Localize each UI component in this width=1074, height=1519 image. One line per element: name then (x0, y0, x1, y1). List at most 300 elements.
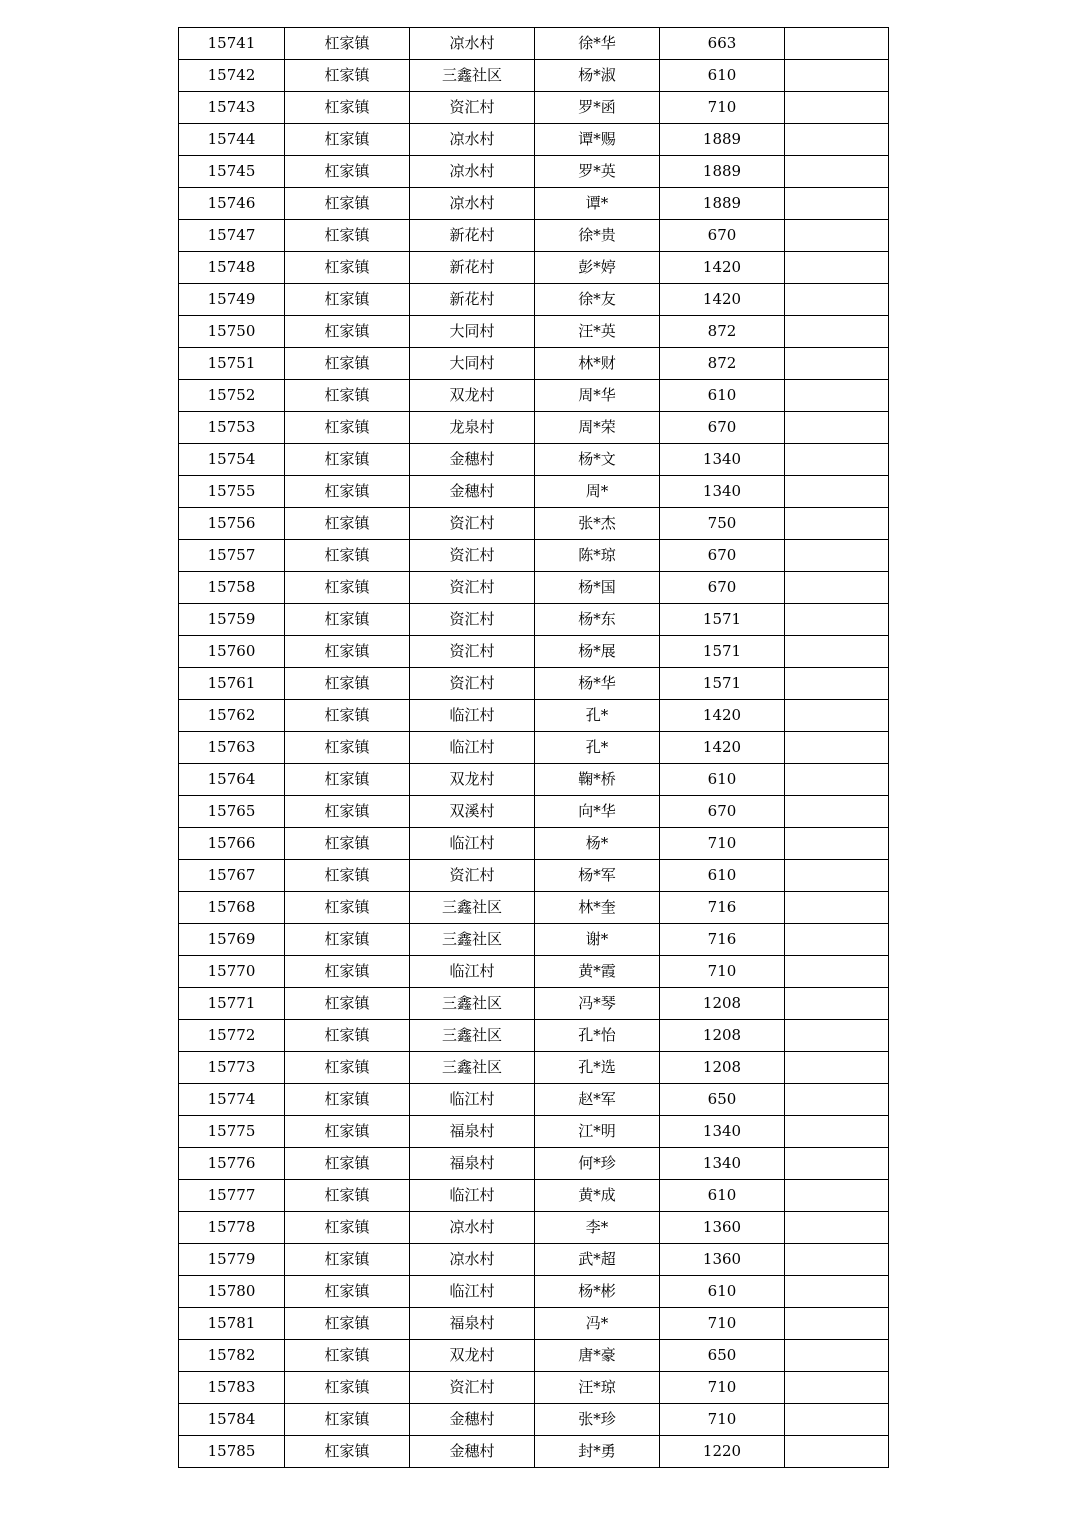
cell-town: 杠家镇 (285, 796, 410, 828)
cell-village: 资汇村 (410, 540, 535, 572)
cell-village: 金穗村 (410, 1404, 535, 1436)
cell-village: 资汇村 (410, 668, 535, 700)
cell-serial-number: 15781 (179, 1308, 285, 1340)
table-row (179, 28, 889, 60)
cell-person-name: 冯*琴 (535, 988, 660, 1020)
cell-person-name: 唐*豪 (535, 1340, 660, 1372)
cell-village: 临江村 (410, 732, 535, 764)
cell-town: 杠家镇 (285, 1148, 410, 1180)
cell-village: 金穗村 (410, 444, 535, 476)
table-body (179, 28, 889, 1468)
cell-person-name: 徐*贵 (535, 220, 660, 252)
cell-note (785, 1084, 889, 1116)
cell-village: 资汇村 (410, 92, 535, 124)
cell-amount: 610 (660, 1180, 785, 1212)
cell-town: 杠家镇 (285, 1084, 410, 1116)
table-row (179, 540, 889, 572)
cell-person-name: 孔* (535, 700, 660, 732)
cell-note (785, 924, 889, 956)
cell-person-name: 杨*华 (535, 668, 660, 700)
cell-village: 福泉村 (410, 1308, 535, 1340)
table-row (179, 828, 889, 860)
cell-village: 大同村 (410, 316, 535, 348)
cell-person-name: 彭*婷 (535, 252, 660, 284)
cell-person-name: 汪*英 (535, 316, 660, 348)
table-row (179, 1084, 889, 1116)
cell-amount: 750 (660, 508, 785, 540)
cell-village: 三鑫社区 (410, 1052, 535, 1084)
table-row (179, 156, 889, 188)
cell-serial-number: 15757 (179, 540, 285, 572)
cell-person-name: 陈*琼 (535, 540, 660, 572)
cell-amount: 710 (660, 1372, 785, 1404)
cell-amount: 1208 (660, 1020, 785, 1052)
cell-town: 杠家镇 (285, 1308, 410, 1340)
cell-village: 凉水村 (410, 28, 535, 60)
cell-person-name: 周*华 (535, 380, 660, 412)
cell-town: 杠家镇 (285, 604, 410, 636)
cell-note (785, 476, 889, 508)
cell-note (785, 508, 889, 540)
cell-town: 杠家镇 (285, 348, 410, 380)
cell-serial-number: 15785 (179, 1436, 285, 1468)
cell-person-name: 杨* (535, 828, 660, 860)
cell-note (785, 1404, 889, 1436)
table-row (179, 348, 889, 380)
table-row (179, 1180, 889, 1212)
cell-town: 杠家镇 (285, 316, 410, 348)
cell-person-name: 周* (535, 476, 660, 508)
cell-person-name: 赵*军 (535, 1084, 660, 1116)
cell-serial-number: 15743 (179, 92, 285, 124)
cell-amount: 610 (660, 764, 785, 796)
cell-amount: 1420 (660, 700, 785, 732)
cell-note (785, 604, 889, 636)
table-row (179, 380, 889, 412)
cell-note (785, 860, 889, 892)
cell-village: 金穗村 (410, 476, 535, 508)
cell-village: 新花村 (410, 284, 535, 316)
cell-person-name: 杨*彬 (535, 1276, 660, 1308)
cell-town: 杠家镇 (285, 572, 410, 604)
cell-amount: 1571 (660, 668, 785, 700)
cell-village: 福泉村 (410, 1148, 535, 1180)
cell-note (785, 956, 889, 988)
cell-person-name: 封*勇 (535, 1436, 660, 1468)
table-row (179, 892, 889, 924)
cell-note (785, 316, 889, 348)
cell-note (785, 348, 889, 380)
cell-serial-number: 15765 (179, 796, 285, 828)
cell-amount: 1340 (660, 444, 785, 476)
cell-amount: 710 (660, 1404, 785, 1436)
cell-serial-number: 15756 (179, 508, 285, 540)
cell-note (785, 1276, 889, 1308)
cell-town: 杠家镇 (285, 188, 410, 220)
cell-serial-number: 15774 (179, 1084, 285, 1116)
cell-town: 杠家镇 (285, 860, 410, 892)
table-row (179, 1372, 889, 1404)
data-table (178, 27, 889, 1468)
cell-serial-number: 15768 (179, 892, 285, 924)
cell-amount: 1571 (660, 604, 785, 636)
cell-serial-number: 15777 (179, 1180, 285, 1212)
cell-village: 双龙村 (410, 380, 535, 412)
cell-amount: 670 (660, 540, 785, 572)
cell-serial-number: 15782 (179, 1340, 285, 1372)
cell-serial-number: 15758 (179, 572, 285, 604)
cell-town: 杠家镇 (285, 1212, 410, 1244)
cell-town: 杠家镇 (285, 92, 410, 124)
cell-note (785, 1148, 889, 1180)
cell-amount: 663 (660, 28, 785, 60)
cell-serial-number: 15766 (179, 828, 285, 860)
cell-note (785, 380, 889, 412)
cell-town: 杠家镇 (285, 1020, 410, 1052)
cell-person-name: 谢* (535, 924, 660, 956)
cell-serial-number: 15764 (179, 764, 285, 796)
cell-village: 三鑫社区 (410, 924, 535, 956)
cell-amount: 670 (660, 220, 785, 252)
cell-serial-number: 15745 (179, 156, 285, 188)
cell-person-name: 黄*成 (535, 1180, 660, 1212)
cell-note (785, 284, 889, 316)
table-row (179, 1020, 889, 1052)
cell-note (785, 1372, 889, 1404)
table-row (179, 284, 889, 316)
table-row (179, 956, 889, 988)
cell-amount: 1208 (660, 988, 785, 1020)
table-row (179, 1404, 889, 1436)
cell-amount: 650 (660, 1084, 785, 1116)
table-row (179, 316, 889, 348)
cell-town: 杠家镇 (285, 380, 410, 412)
cell-note (785, 636, 889, 668)
cell-village: 大同村 (410, 348, 535, 380)
cell-village: 凉水村 (410, 1244, 535, 1276)
cell-serial-number: 15773 (179, 1052, 285, 1084)
cell-note (785, 828, 889, 860)
cell-amount: 1889 (660, 188, 785, 220)
cell-village: 资汇村 (410, 508, 535, 540)
cell-note (785, 412, 889, 444)
cell-person-name: 谭*赐 (535, 124, 660, 156)
cell-person-name: 林*财 (535, 348, 660, 380)
cell-village: 凉水村 (410, 124, 535, 156)
cell-person-name: 冯* (535, 1308, 660, 1340)
cell-serial-number: 15752 (179, 380, 285, 412)
cell-village: 龙泉村 (410, 412, 535, 444)
table-row (179, 668, 889, 700)
cell-person-name: 张*杰 (535, 508, 660, 540)
cell-amount: 1420 (660, 252, 785, 284)
cell-village: 凉水村 (410, 1212, 535, 1244)
table-row (179, 1148, 889, 1180)
table-row (179, 1116, 889, 1148)
cell-serial-number: 15784 (179, 1404, 285, 1436)
cell-person-name: 杨*国 (535, 572, 660, 604)
cell-village: 临江村 (410, 956, 535, 988)
cell-serial-number: 15748 (179, 252, 285, 284)
cell-serial-number: 15746 (179, 188, 285, 220)
cell-note (785, 572, 889, 604)
cell-village: 新花村 (410, 252, 535, 284)
cell-serial-number: 15776 (179, 1148, 285, 1180)
cell-note (785, 732, 889, 764)
cell-person-name: 徐*华 (535, 28, 660, 60)
cell-village: 资汇村 (410, 636, 535, 668)
cell-amount: 872 (660, 348, 785, 380)
cell-serial-number: 15750 (179, 316, 285, 348)
cell-amount: 1420 (660, 284, 785, 316)
cell-person-name: 江*明 (535, 1116, 660, 1148)
table-row (179, 636, 889, 668)
table-row (179, 860, 889, 892)
cell-person-name: 杨*军 (535, 860, 660, 892)
table-row (179, 1276, 889, 1308)
cell-person-name: 杨*展 (535, 636, 660, 668)
cell-amount: 670 (660, 412, 785, 444)
cell-note (785, 60, 889, 92)
table-row (179, 796, 889, 828)
cell-person-name: 罗*英 (535, 156, 660, 188)
cell-town: 杠家镇 (285, 1116, 410, 1148)
cell-town: 杠家镇 (285, 988, 410, 1020)
cell-town: 杠家镇 (285, 252, 410, 284)
cell-person-name: 武*超 (535, 1244, 660, 1276)
table-row (179, 1340, 889, 1372)
cell-serial-number: 15760 (179, 636, 285, 668)
cell-town: 杠家镇 (285, 540, 410, 572)
cell-note (785, 988, 889, 1020)
cell-note (785, 796, 889, 828)
cell-town: 杠家镇 (285, 636, 410, 668)
cell-serial-number: 15762 (179, 700, 285, 732)
cell-town: 杠家镇 (285, 412, 410, 444)
cell-town: 杠家镇 (285, 732, 410, 764)
cell-serial-number: 15779 (179, 1244, 285, 1276)
table-row (179, 604, 889, 636)
cell-town: 杠家镇 (285, 220, 410, 252)
cell-person-name: 林*奎 (535, 892, 660, 924)
cell-village: 三鑫社区 (410, 892, 535, 924)
cell-village: 临江村 (410, 700, 535, 732)
cell-amount: 716 (660, 924, 785, 956)
cell-village: 临江村 (410, 1084, 535, 1116)
cell-town: 杠家镇 (285, 828, 410, 860)
cell-note (785, 1244, 889, 1276)
cell-person-name: 谭* (535, 188, 660, 220)
cell-serial-number: 15761 (179, 668, 285, 700)
cell-town: 杠家镇 (285, 1340, 410, 1372)
cell-person-name: 孔*怡 (535, 1020, 660, 1052)
cell-person-name: 徐*友 (535, 284, 660, 316)
cell-amount: 610 (660, 60, 785, 92)
table-row (179, 1052, 889, 1084)
cell-village: 三鑫社区 (410, 1020, 535, 1052)
cell-note (785, 124, 889, 156)
cell-village: 三鑫社区 (410, 988, 535, 1020)
cell-person-name: 杨*文 (535, 444, 660, 476)
cell-note (785, 156, 889, 188)
cell-town: 杠家镇 (285, 956, 410, 988)
cell-person-name: 何*珍 (535, 1148, 660, 1180)
cell-amount: 610 (660, 380, 785, 412)
cell-town: 杠家镇 (285, 1180, 410, 1212)
cell-person-name: 向*华 (535, 796, 660, 828)
table-row (179, 252, 889, 284)
cell-serial-number: 15770 (179, 956, 285, 988)
table-row (179, 476, 889, 508)
cell-town: 杠家镇 (285, 1372, 410, 1404)
cell-serial-number: 15741 (179, 28, 285, 60)
cell-village: 资汇村 (410, 1372, 535, 1404)
cell-note (785, 764, 889, 796)
cell-note (785, 700, 889, 732)
cell-serial-number: 15747 (179, 220, 285, 252)
cell-town: 杠家镇 (285, 1404, 410, 1436)
cell-note (785, 444, 889, 476)
cell-amount: 1340 (660, 1148, 785, 1180)
cell-person-name: 杨*东 (535, 604, 660, 636)
cell-note (785, 252, 889, 284)
cell-note (785, 1436, 889, 1468)
cell-village: 临江村 (410, 1276, 535, 1308)
cell-town: 杠家镇 (285, 700, 410, 732)
cell-amount: 1340 (660, 1116, 785, 1148)
table-row (179, 412, 889, 444)
table-row (179, 92, 889, 124)
table-row (179, 924, 889, 956)
cell-town: 杠家镇 (285, 444, 410, 476)
cell-amount: 1420 (660, 732, 785, 764)
cell-amount: 710 (660, 92, 785, 124)
table-row (179, 220, 889, 252)
cell-note (785, 1116, 889, 1148)
cell-note (785, 1180, 889, 1212)
cell-village: 新花村 (410, 220, 535, 252)
cell-amount: 1340 (660, 476, 785, 508)
cell-person-name: 孔*选 (535, 1052, 660, 1084)
cell-note (785, 28, 889, 60)
table-row (179, 1308, 889, 1340)
cell-serial-number: 15767 (179, 860, 285, 892)
cell-amount: 1571 (660, 636, 785, 668)
cell-serial-number: 15742 (179, 60, 285, 92)
cell-note (785, 1052, 889, 1084)
cell-note (785, 92, 889, 124)
cell-amount: 1360 (660, 1212, 785, 1244)
cell-person-name: 杨*淑 (535, 60, 660, 92)
cell-person-name: 汪*琼 (535, 1372, 660, 1404)
cell-town: 杠家镇 (285, 924, 410, 956)
cell-note (785, 1308, 889, 1340)
cell-village: 双龙村 (410, 764, 535, 796)
cell-amount: 670 (660, 572, 785, 604)
table-row (179, 572, 889, 604)
cell-village: 资汇村 (410, 860, 535, 892)
cell-person-name: 孔* (535, 732, 660, 764)
table-row (179, 700, 889, 732)
cell-note (785, 1212, 889, 1244)
cell-town: 杠家镇 (285, 476, 410, 508)
cell-amount: 872 (660, 316, 785, 348)
cell-amount: 716 (660, 892, 785, 924)
cell-town: 杠家镇 (285, 156, 410, 188)
table-row (179, 188, 889, 220)
cell-person-name: 张*珍 (535, 1404, 660, 1436)
cell-amount: 1220 (660, 1436, 785, 1468)
cell-serial-number: 15749 (179, 284, 285, 316)
cell-town: 杠家镇 (285, 28, 410, 60)
cell-town: 杠家镇 (285, 764, 410, 796)
table-row (179, 1244, 889, 1276)
table-row (179, 732, 889, 764)
table-row (179, 764, 889, 796)
cell-person-name: 罗*函 (535, 92, 660, 124)
table-row (179, 508, 889, 540)
cell-town: 杠家镇 (285, 892, 410, 924)
cell-village: 三鑫社区 (410, 60, 535, 92)
cell-town: 杠家镇 (285, 1244, 410, 1276)
cell-town: 杠家镇 (285, 1436, 410, 1468)
cell-serial-number: 15771 (179, 988, 285, 1020)
cell-town: 杠家镇 (285, 508, 410, 540)
cell-person-name: 李* (535, 1212, 660, 1244)
cell-amount: 1889 (660, 124, 785, 156)
cell-note (785, 220, 889, 252)
cell-serial-number: 15753 (179, 412, 285, 444)
cell-village: 临江村 (410, 1180, 535, 1212)
cell-amount: 1360 (660, 1244, 785, 1276)
table-row (179, 1212, 889, 1244)
cell-note (785, 188, 889, 220)
cell-serial-number: 15751 (179, 348, 285, 380)
table-row (179, 444, 889, 476)
cell-note (785, 540, 889, 572)
cell-village: 凉水村 (410, 188, 535, 220)
cell-town: 杠家镇 (285, 60, 410, 92)
cell-serial-number: 15780 (179, 1276, 285, 1308)
cell-serial-number: 15755 (179, 476, 285, 508)
cell-village: 临江村 (410, 828, 535, 860)
cell-town: 杠家镇 (285, 124, 410, 156)
cell-serial-number: 15763 (179, 732, 285, 764)
cell-note (785, 1020, 889, 1052)
cell-note (785, 892, 889, 924)
cell-amount: 1208 (660, 1052, 785, 1084)
cell-town: 杠家镇 (285, 1276, 410, 1308)
cell-serial-number: 15744 (179, 124, 285, 156)
cell-town: 杠家镇 (285, 284, 410, 316)
cell-town: 杠家镇 (285, 668, 410, 700)
cell-amount: 650 (660, 1340, 785, 1372)
cell-village: 双龙村 (410, 1340, 535, 1372)
table-row (179, 988, 889, 1020)
cell-town: 杠家镇 (285, 1052, 410, 1084)
cell-village: 福泉村 (410, 1116, 535, 1148)
cell-amount: 670 (660, 796, 785, 828)
cell-serial-number: 15759 (179, 604, 285, 636)
cell-amount: 710 (660, 828, 785, 860)
table-row (179, 60, 889, 92)
cell-serial-number: 15778 (179, 1212, 285, 1244)
cell-amount: 710 (660, 956, 785, 988)
cell-amount: 610 (660, 1276, 785, 1308)
cell-village: 资汇村 (410, 604, 535, 636)
cell-amount: 1889 (660, 156, 785, 188)
cell-person-name: 黄*霞 (535, 956, 660, 988)
